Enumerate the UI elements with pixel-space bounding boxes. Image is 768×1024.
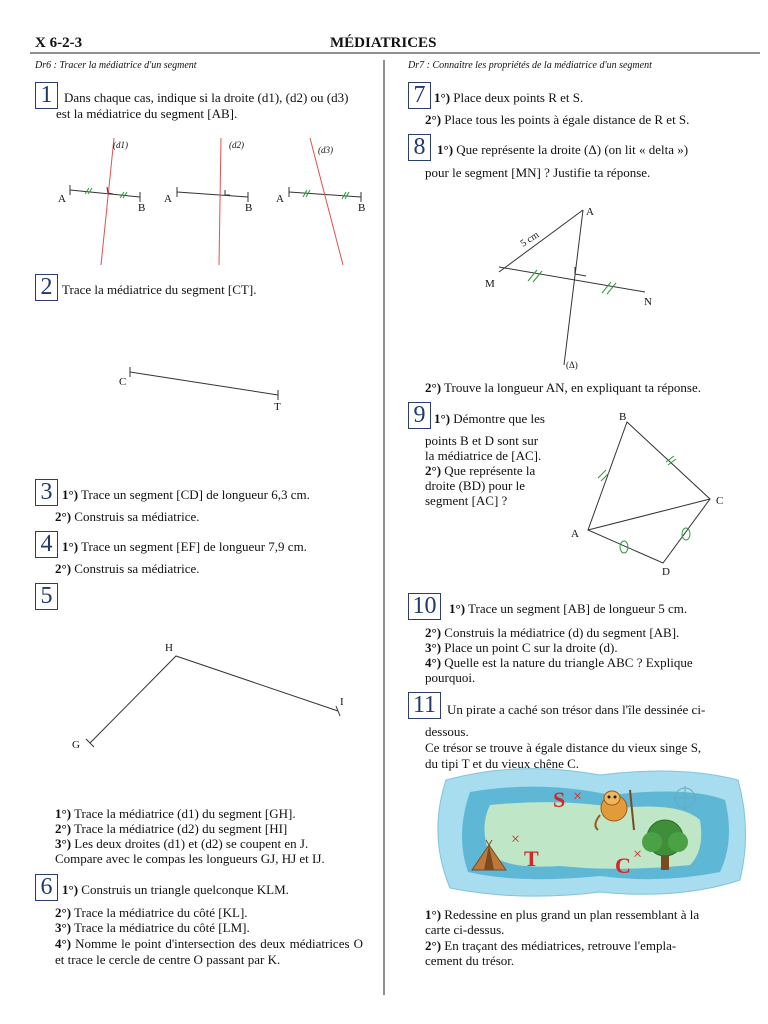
ex10-line4-cont: pourquoi. [425,670,476,685]
ex4-line1: Trace un segment [EF] de longueur 7,9 cm. [81,539,307,554]
step-num: 3°) [55,836,72,851]
step-num: 1°) [62,882,79,897]
map-label-S: S [553,787,566,812]
label-I: I [340,696,344,708]
ex9-line1-b: points B et D sont sur [425,433,539,448]
label-B1: B [138,202,146,214]
label-A-ex8: A [586,206,594,218]
ex9-line1: Démontre que les [453,411,545,426]
exercise-number: 2 [35,274,58,301]
map-cross-T: × [511,831,521,848]
ex11-line5-cont: carte ci-dessus. [425,922,505,937]
ex1-figure-3 [289,138,361,265]
ex9-line1-c: la médiatrice de [AC]. [425,448,542,463]
exercise-number: 1 [35,82,58,109]
label-N: N [644,296,652,308]
ex5-line4: Compare avec le compas les longueurs GJ, HJ et IJ. [55,851,325,866]
step-num: 3°) [425,640,442,655]
ex6-line1: Construis un triangle quelconque KLM. [81,882,289,897]
right-subtitle: Dr7 : Connaître les propriétés de la médiatrice d'un segment [408,60,652,71]
label-C: C [119,376,127,388]
ex6-line4: Nomme le point d'intersection des deux médiatrices O et trace le cercle de centre O passant par K. [55,936,363,967]
ex1-figure-2 [177,138,248,265]
exercise-number: 4 [35,531,58,558]
label-d3: (d3) [318,145,333,155]
ex9-line2-b: droite (BD) pour le [425,478,526,493]
ex11-line2: dessous. [425,724,469,739]
map-cross-S: × [573,788,583,805]
map-cross-C: × [633,846,643,863]
ex11-line6: En traçant des médiatrices, retrouve l'empla- [444,938,677,953]
step-num: 2°) [55,561,72,576]
step-num: 2°) [425,938,442,953]
step-num: 1°) [434,411,451,426]
label-T: T [274,401,281,413]
ex10-line1: Trace un segment [AB] de longueur 5 cm. [468,601,688,616]
label-B3: B [358,202,366,214]
map-label-T: T [524,846,539,871]
ex10-line2: Construis la médiatrice (d) du segment [AB]. [444,625,680,640]
exercise-number: 8 [408,134,431,161]
ex5-line1: Trace la médiatrice (d1) du segment [GH]. [74,806,296,821]
ex3-line2: Construis sa médiatrice. [74,509,200,524]
label-B2: B [245,202,253,214]
ex9-figure [588,422,710,563]
ex9-line2-c: segment [AC] ? [425,493,508,508]
label-d2: (d2) [229,140,244,150]
ex7-line1: Place deux points R et S. [453,90,584,105]
segment-CT [130,367,278,400]
label-A3: A [276,193,284,205]
label-A2: A [164,193,172,205]
step-num: 2°) [55,821,72,836]
step-num: 3°) [55,920,72,935]
label-C-ex9: C [716,495,724,507]
step-num: 2°) [55,509,72,524]
exercise-number: 3 [35,479,58,506]
ex2-text: Trace la médiatrice du segment [CT]. [62,282,257,297]
left-subtitle: Dr6 : Tracer la médiatrice d'un segment [35,60,197,71]
step-num: 4°) [425,655,442,670]
ex11-line3: Ce trésor se trouve à égale distance du vieux singe S, [425,740,702,755]
exercise-number: 6 [35,874,58,901]
ex5-line3: Les deux droites (d1) et (d2) se coupent en J. [74,836,309,851]
ex8-line1: Que représente la droite (Δ) (on lit « delta ») [456,142,689,157]
step-num: 2°) [425,625,442,640]
step-num: 1°) [437,142,454,157]
label-M: M [485,278,495,290]
page-title: MÉDIATRICES [330,35,437,51]
treasure-map [438,769,746,897]
exercise-number: 10 [408,593,441,620]
step-num: 1°) [62,487,79,502]
ex3-line1: Trace un segment [CD] de longueur 6,3 cm. [81,487,310,502]
exercise-number: 9 [408,402,431,429]
ex8-figure [499,210,645,365]
ex7-line2: Place tous les points à égale distance de R et S. [444,112,690,127]
ex11-line1: Un pirate a caché son trésor dans l'île dessinée ci- [447,702,706,717]
label-5cm: 5 cm [518,229,542,250]
step-num: 2°) [425,463,442,478]
map-label-C: C [615,853,631,878]
ex5-line2: Trace la médiatrice (d2) du segment [HI] [74,821,288,836]
ex1-text: Dans chaque cas, indique si la droite (d1), (d2) ou (d3) est la médiatrice du segment [AB]. [56,90,349,121]
step-num: 1°) [449,601,466,616]
label-D-ex9: D [662,566,670,578]
step-num: 2°) [55,905,72,920]
step-num: 2°) [425,380,442,395]
ex9-line2: Que représente la [444,463,536,478]
step-num: 4°) [55,936,72,951]
label-A1: A [58,193,66,205]
step-num: 2°) [425,112,442,127]
label-d1: (d1) [113,140,128,150]
ex8-line1-cont: pour le segment [MN] ? Justifie ta réponse. [425,165,651,180]
ex6-line3: Trace la médiatrice du côté [LM]. [74,920,250,935]
exercise-number: 5 [35,583,58,610]
label-H: H [165,642,173,654]
step-num: 1°) [62,539,79,554]
ex11-line4: du tipi T et du vieux chêne C. [425,756,580,771]
exercise-number: 11 [408,692,441,719]
ex10-line3: Place un point C sur la droite (d). [444,640,618,655]
step-num: 1°) [425,907,442,922]
ex1-figure-1 [70,138,140,265]
step-num: 1°) [55,806,72,821]
label-G: G [72,739,80,751]
ex11-line6-cont: cement du trésor. [425,953,515,968]
step-num: 1°) [434,90,451,105]
polyline-GHI [86,656,340,747]
page-code: X 6-2-3 [35,35,83,51]
label-delta: (Δ) [566,360,578,370]
exercise-number: 7 [408,82,431,109]
label-A-ex9: A [571,528,579,540]
ex6-line2: Trace la médiatrice du côté [KL]. [74,905,248,920]
ex8-line2: Trouve la longueur AN, en expliquant ta réponse. [444,380,701,395]
ex10-line4: Quelle est la nature du triangle ABC ? Explique [444,655,693,670]
label-B-ex9: B [619,411,627,423]
ex4-line2: Construis sa médiatrice. [74,561,200,576]
ex11-line5: Redessine en plus grand un plan ressemblant à la [444,907,700,922]
